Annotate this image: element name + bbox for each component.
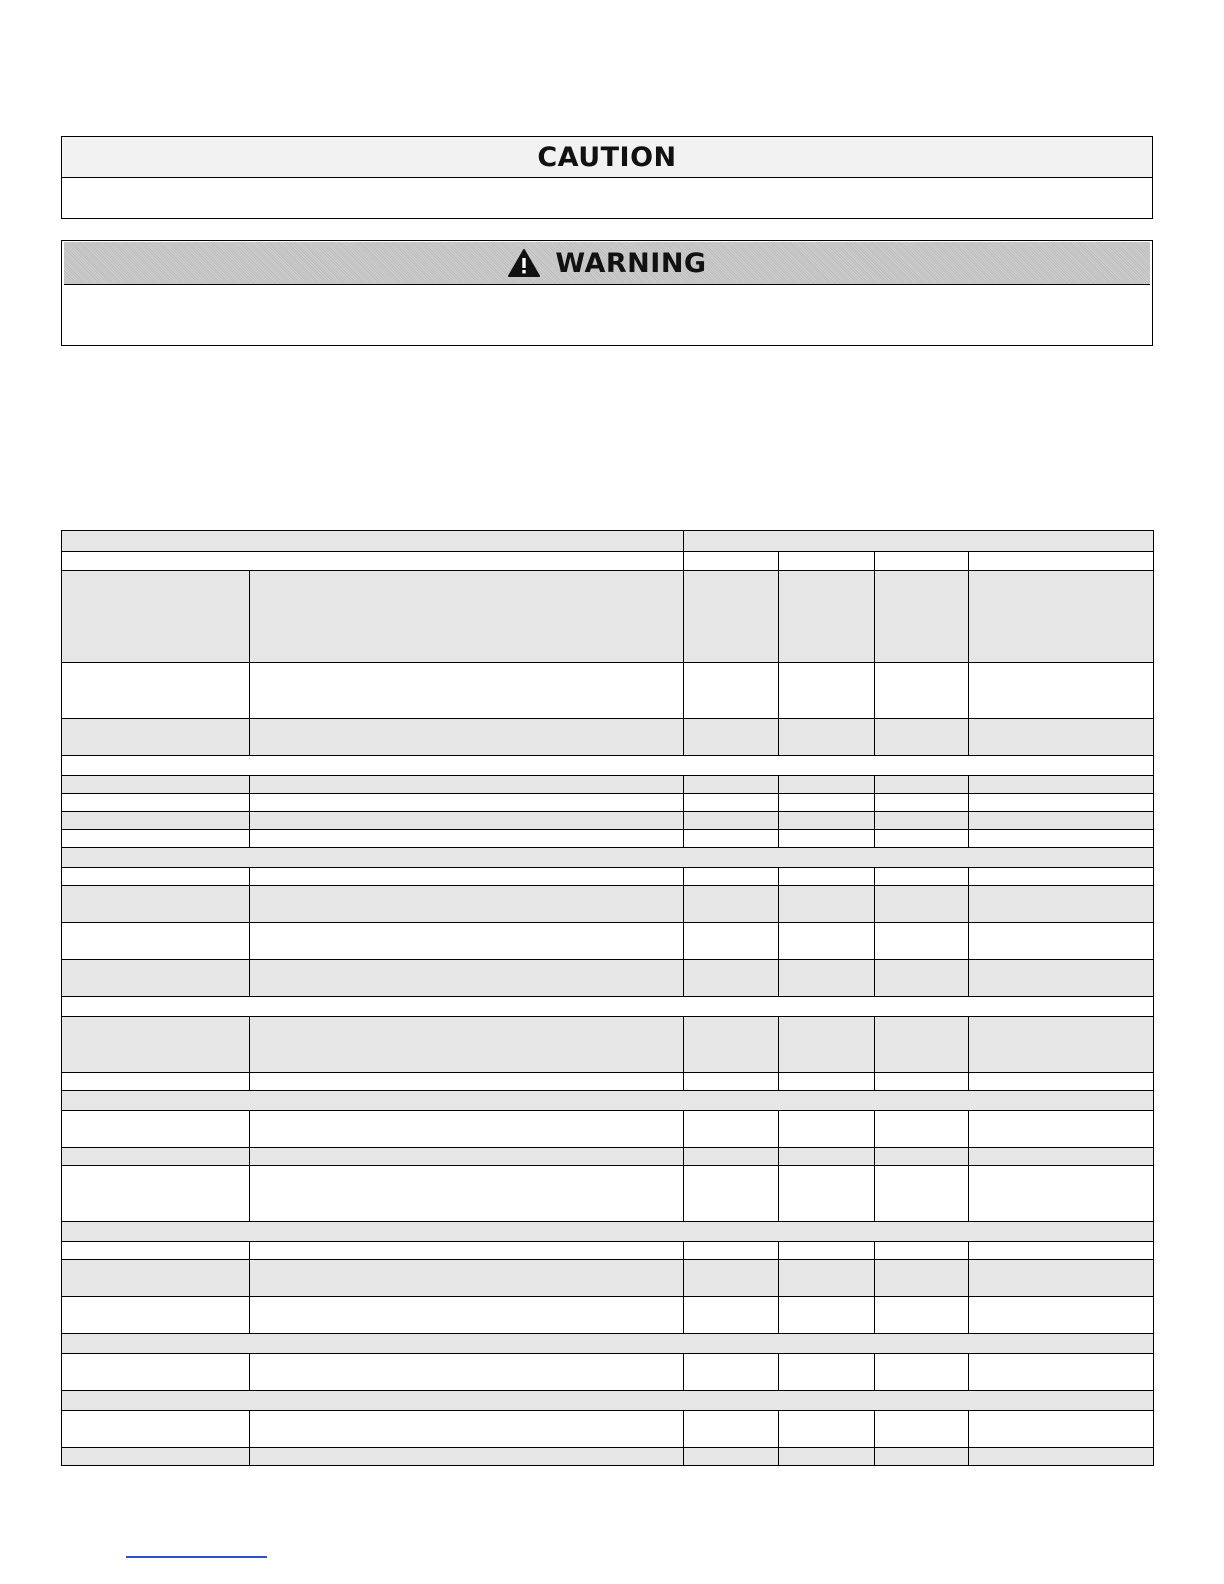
warning-header — [64, 242, 1150, 285]
warning-triangle-icon — [507, 248, 541, 278]
table-row — [62, 794, 1154, 812]
caution-header: CAUTION — [62, 137, 1152, 178]
table-row — [62, 571, 1154, 663]
warning-box — [61, 240, 1153, 346]
table-row — [62, 663, 1154, 719]
table-row — [62, 1091, 1154, 1111]
table-row — [62, 868, 1154, 886]
footer-link[interactable] — [126, 1556, 267, 1558]
table-row — [62, 1448, 1154, 1466]
caution-box — [61, 136, 1153, 219]
table-row — [62, 1148, 1154, 1166]
table-row — [62, 531, 1154, 552]
table-row — [62, 886, 1154, 923]
spec-table — [61, 530, 1154, 1466]
warning-title: WARNING — [555, 247, 707, 279]
table-row — [62, 848, 1154, 868]
table-row — [62, 1411, 1154, 1448]
table-row — [62, 1297, 1154, 1334]
table-row — [62, 1354, 1154, 1391]
table-row — [62, 1242, 1154, 1260]
table-row — [62, 923, 1154, 960]
table-row — [62, 830, 1154, 848]
table-row — [62, 997, 1154, 1017]
table-row — [62, 1391, 1154, 1411]
table-row — [62, 776, 1154, 794]
table-row — [62, 1166, 1154, 1222]
table-row — [62, 960, 1154, 997]
table-row — [62, 1073, 1154, 1091]
table-row — [62, 1334, 1154, 1354]
table-row — [62, 756, 1154, 776]
table-row — [62, 1111, 1154, 1148]
table-row — [62, 552, 1154, 571]
table-row — [62, 1260, 1154, 1297]
table-row — [62, 1017, 1154, 1073]
table-row — [62, 1222, 1154, 1242]
table-row — [62, 719, 1154, 756]
table-row — [62, 812, 1154, 830]
